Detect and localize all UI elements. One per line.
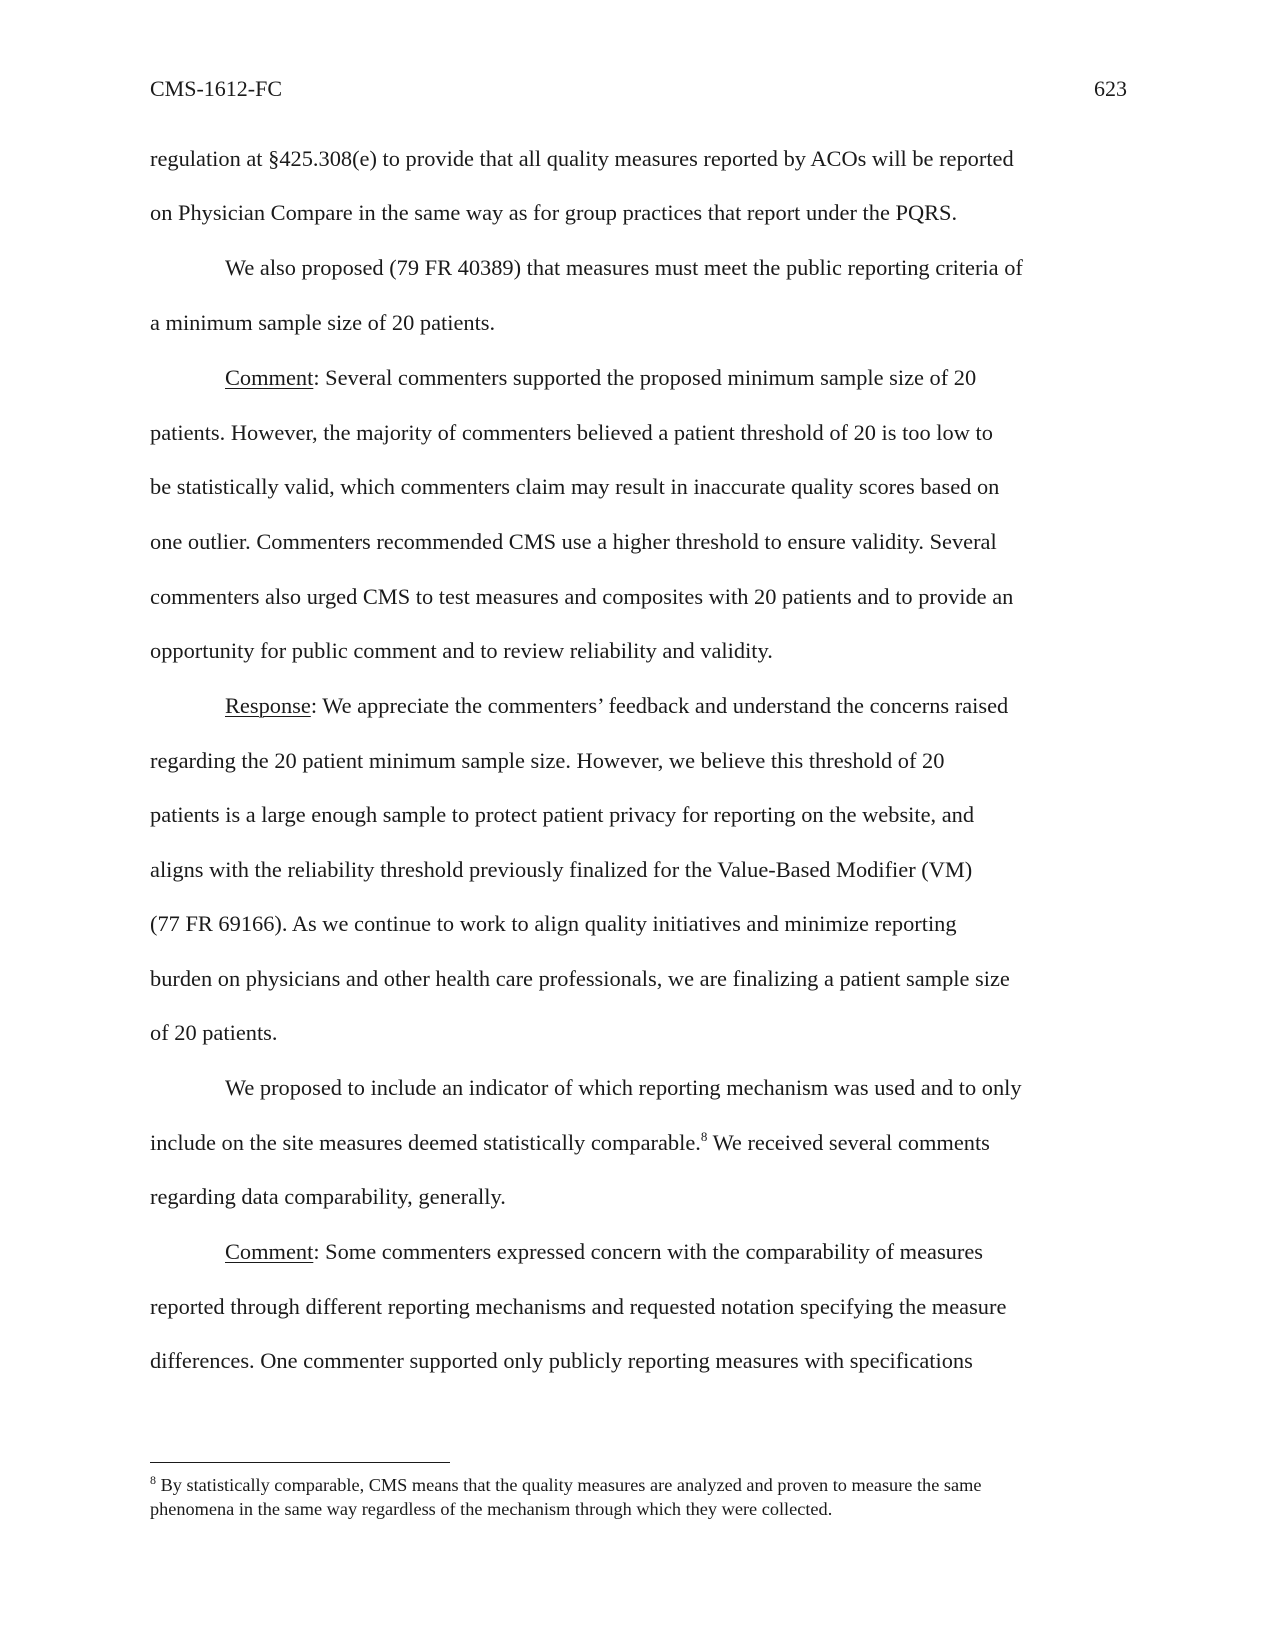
body-line-with-footnote-ref <box>150 1130 990 1156</box>
page-number: 623 <box>1094 76 1127 101</box>
body-line: opportunity for public comment and to review reliability and validity. <box>150 638 773 663</box>
body-line: regulation at §425.308(e) to provide that all quality measures reported by ACOs will be reported <box>150 146 1014 171</box>
body-text: include on the site measures deemed statistically comparable. <box>150 1130 701 1155</box>
body-line: be statistically valid, which commenters claim may result in inaccurate quality scores based on <box>150 474 1000 499</box>
footnote-line <box>150 1474 981 1496</box>
body-line: burden on physicians and other health care professionals, we are finalizing a patient sample size <box>150 966 1010 991</box>
footnote-text: By statistically comparable, CMS means that the quality measures are analyzed and proven to measure the same <box>156 1475 982 1495</box>
footnote-reference: 8 <box>700 1129 708 1144</box>
body-line: commenters also urged CMS to test measures and composites with 20 patients and to provide an <box>150 584 1014 609</box>
document-id: CMS-1612-FC <box>150 76 283 101</box>
footnote-mark: 8 <box>150 1473 156 1487</box>
body-line: regarding data comparability, generally. <box>150 1184 506 1209</box>
body-line: aligns with the reliability threshold previously finalized for the Value-Based Modifier (VM) <box>150 857 973 882</box>
footnote-divider <box>150 1462 450 1463</box>
body-line: on Physician Compare in the same way as for group practices that report under the PQRS. <box>150 200 958 225</box>
comment-label: Comment <box>225 365 314 390</box>
body-text: : Several commenters supported the proposed minimum sample size of 20 <box>313 365 977 390</box>
response-label: Response <box>225 693 311 718</box>
body-text: We received several comments <box>707 1130 990 1155</box>
body-line: reported through different reporting mechanisms and requested notation specifying the measure <box>150 1294 1007 1319</box>
body-line: (77 FR 69166). As we continue to work to align quality initiatives and minimize reporting <box>150 911 957 936</box>
footnote-line: phenomena in the same way regardless of the mechanism through which they were collected. <box>150 1499 833 1519</box>
body-text: : We appreciate the commenters’ feedback and understand the concerns raised <box>310 693 1009 718</box>
comment-paragraph-start <box>225 1239 983 1265</box>
comment-label: Comment <box>225 1239 314 1264</box>
body-line: We proposed to include an indicator of which reporting mechanism was used and to only <box>225 1075 1022 1100</box>
body-line: one outlier. Commenters recommended CMS use a higher threshold to ensure validity. Several <box>150 529 997 554</box>
comment-paragraph-start <box>225 365 976 391</box>
body-line: of 20 patients. <box>150 1020 278 1045</box>
body-line: a minimum sample size of 20 patients. <box>150 310 496 335</box>
body-line: patients. However, the majority of commenters believed a patient threshold of 20 is too low to <box>150 420 993 445</box>
body-line: differences. One commenter supported only publicly reporting measures with specifications <box>150 1348 973 1373</box>
body-line: regarding the 20 patient minimum sample size. However, we believe this threshold of 20 <box>150 748 945 773</box>
body-line: patients is a large enough sample to protect patient privacy for reporting on the website, and <box>150 802 975 827</box>
body-line: We also proposed (79 FR 40389) that measures must meet the public reporting criteria of <box>225 255 1023 280</box>
body-text: : Some commenters expressed concern with the comparability of measures <box>313 1239 983 1264</box>
response-paragraph-start <box>225 693 1008 719</box>
